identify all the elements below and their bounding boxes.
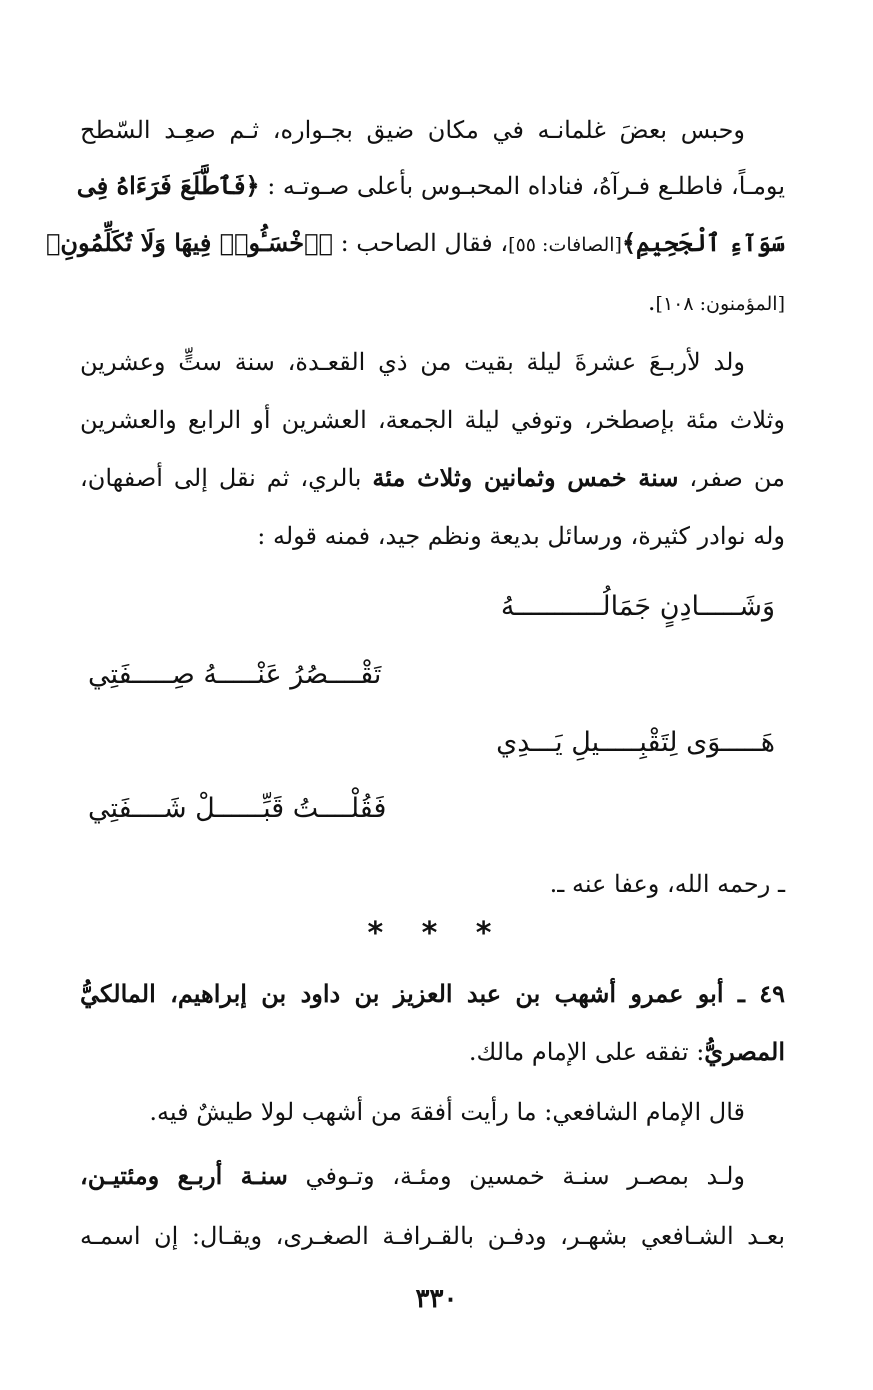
entry49-line3 — [80, 1094, 785, 1130]
closing-text: ـ رحمه الله، وعفا عنه ـ. — [549, 870, 785, 898]
entry49-heading-end: المصريُّ — [704, 1037, 785, 1066]
page-number: ٣٣٠ — [415, 1284, 458, 1314]
passage1-line2-text: يومـاً، فاطلـع فـرآهُ، فناداه المحبـوس بأعلى صـوتـه : — [259, 172, 785, 200]
quran-reference-2: [المؤمنون: ١٠٨] — [655, 293, 785, 315]
passage1-line1-text: وحبس بعضَ غلمانـه في مكان ضيق بجـواره، ثـم صعِـد السّطح — [80, 116, 745, 144]
entry49-line4 — [80, 1158, 785, 1194]
passage2-line1-text: ولد لأربـعَ عشرةَ ليلة بقيت من ذي القعـدة، سنة ستٍّ وعشرين — [80, 348, 745, 376]
passage2-line1 — [80, 344, 785, 380]
passage2-line4 — [80, 518, 785, 554]
verse-line-4: فَقُلْــــتُ قَبِّــــــلْ شَــــفَتِي — [88, 793, 387, 824]
passage2-line3-c: بالري، ثم نقل إلى أصفهان، — [80, 464, 373, 492]
passage1-line1 — [80, 112, 785, 148]
passage2-line2-text: وثلاث مئة بإصطخر، وتوفي ليلة الجمعة، العشرين أو الرابع والعشرين — [80, 406, 785, 434]
passage1-line3 — [46, 225, 785, 263]
passage2-line3-a: من صفر، — [678, 464, 786, 492]
entry49-line5-text: بعـد الشـافعي بشهـر، ودفـن بالقـرافـة الصغـرى، ويقـال: إن اسمـه — [80, 1222, 785, 1250]
passage1-line2 — [76, 168, 785, 204]
quran-reference-1: [الصافات: ٥٥] — [508, 234, 622, 256]
verse-line-3: هَـــــوَى لِتَقْبِـــــيلِ يَـــدِي — [496, 727, 775, 758]
passage1-line4-end: . — [647, 288, 656, 316]
entry49-line4-bold: سنـة أربـع ومئتيـن، — [80, 1161, 288, 1190]
quran-quote-1a: ﴿فَٱطَّلَعَ فَرَءَاهُ فِى — [76, 171, 260, 200]
passage2-line3-bold: سنة خمس وثمانين وثلاث مئة — [372, 463, 679, 492]
entry49-line2-text: : تفقه على الإمام مالك. — [468, 1038, 705, 1066]
entry49-line1 — [80, 976, 785, 1012]
section-separator: * * * — [367, 916, 506, 951]
entry49-heading: ٤٩ ـ أبو عمرو أشهب بن عبد العزيز بن داود بن إبراهيم، المالكيُّ — [80, 979, 785, 1008]
entry49-line3-text: قال الإمام الشافعي: ما رأيت أفقهَ من أشهب لولا طيشٌ فيه. — [149, 1098, 745, 1126]
quran-quote-1b: سَوَآءِ ٱلْجَحِيمِ﴾ — [621, 228, 785, 257]
passage2-line2 — [80, 402, 785, 438]
entry49-line4-a: ولـد بمصـر سنـة خمسين ومئـة، وتـوفي — [287, 1162, 745, 1190]
entry49-line5 — [80, 1218, 785, 1254]
passage1-line3-text: ، فقال الصاحب : — [332, 229, 509, 257]
entry49-line2 — [80, 1034, 785, 1070]
verse-line-2: تَقْــــصُرُ عَنْـــــهُ صِـــــفَتِي — [88, 659, 382, 690]
quran-quote-2: ﴿ٱخْسَـُٔوا۟ فِيهَا وَلَا تُكَلِّمُونِ﴾ — [46, 228, 333, 257]
passage2-line4-text: وله نوادر كثيرة، ورسائل بديعة ونظم جيد، فمنه قوله : — [257, 522, 785, 550]
passage1-line4 — [80, 284, 785, 322]
passage2-line3 — [80, 460, 785, 496]
verse-line-1: وَشَـــــادِنٍ جَمَالُـــــــــــهُ — [500, 591, 775, 622]
closing-line — [80, 866, 785, 902]
